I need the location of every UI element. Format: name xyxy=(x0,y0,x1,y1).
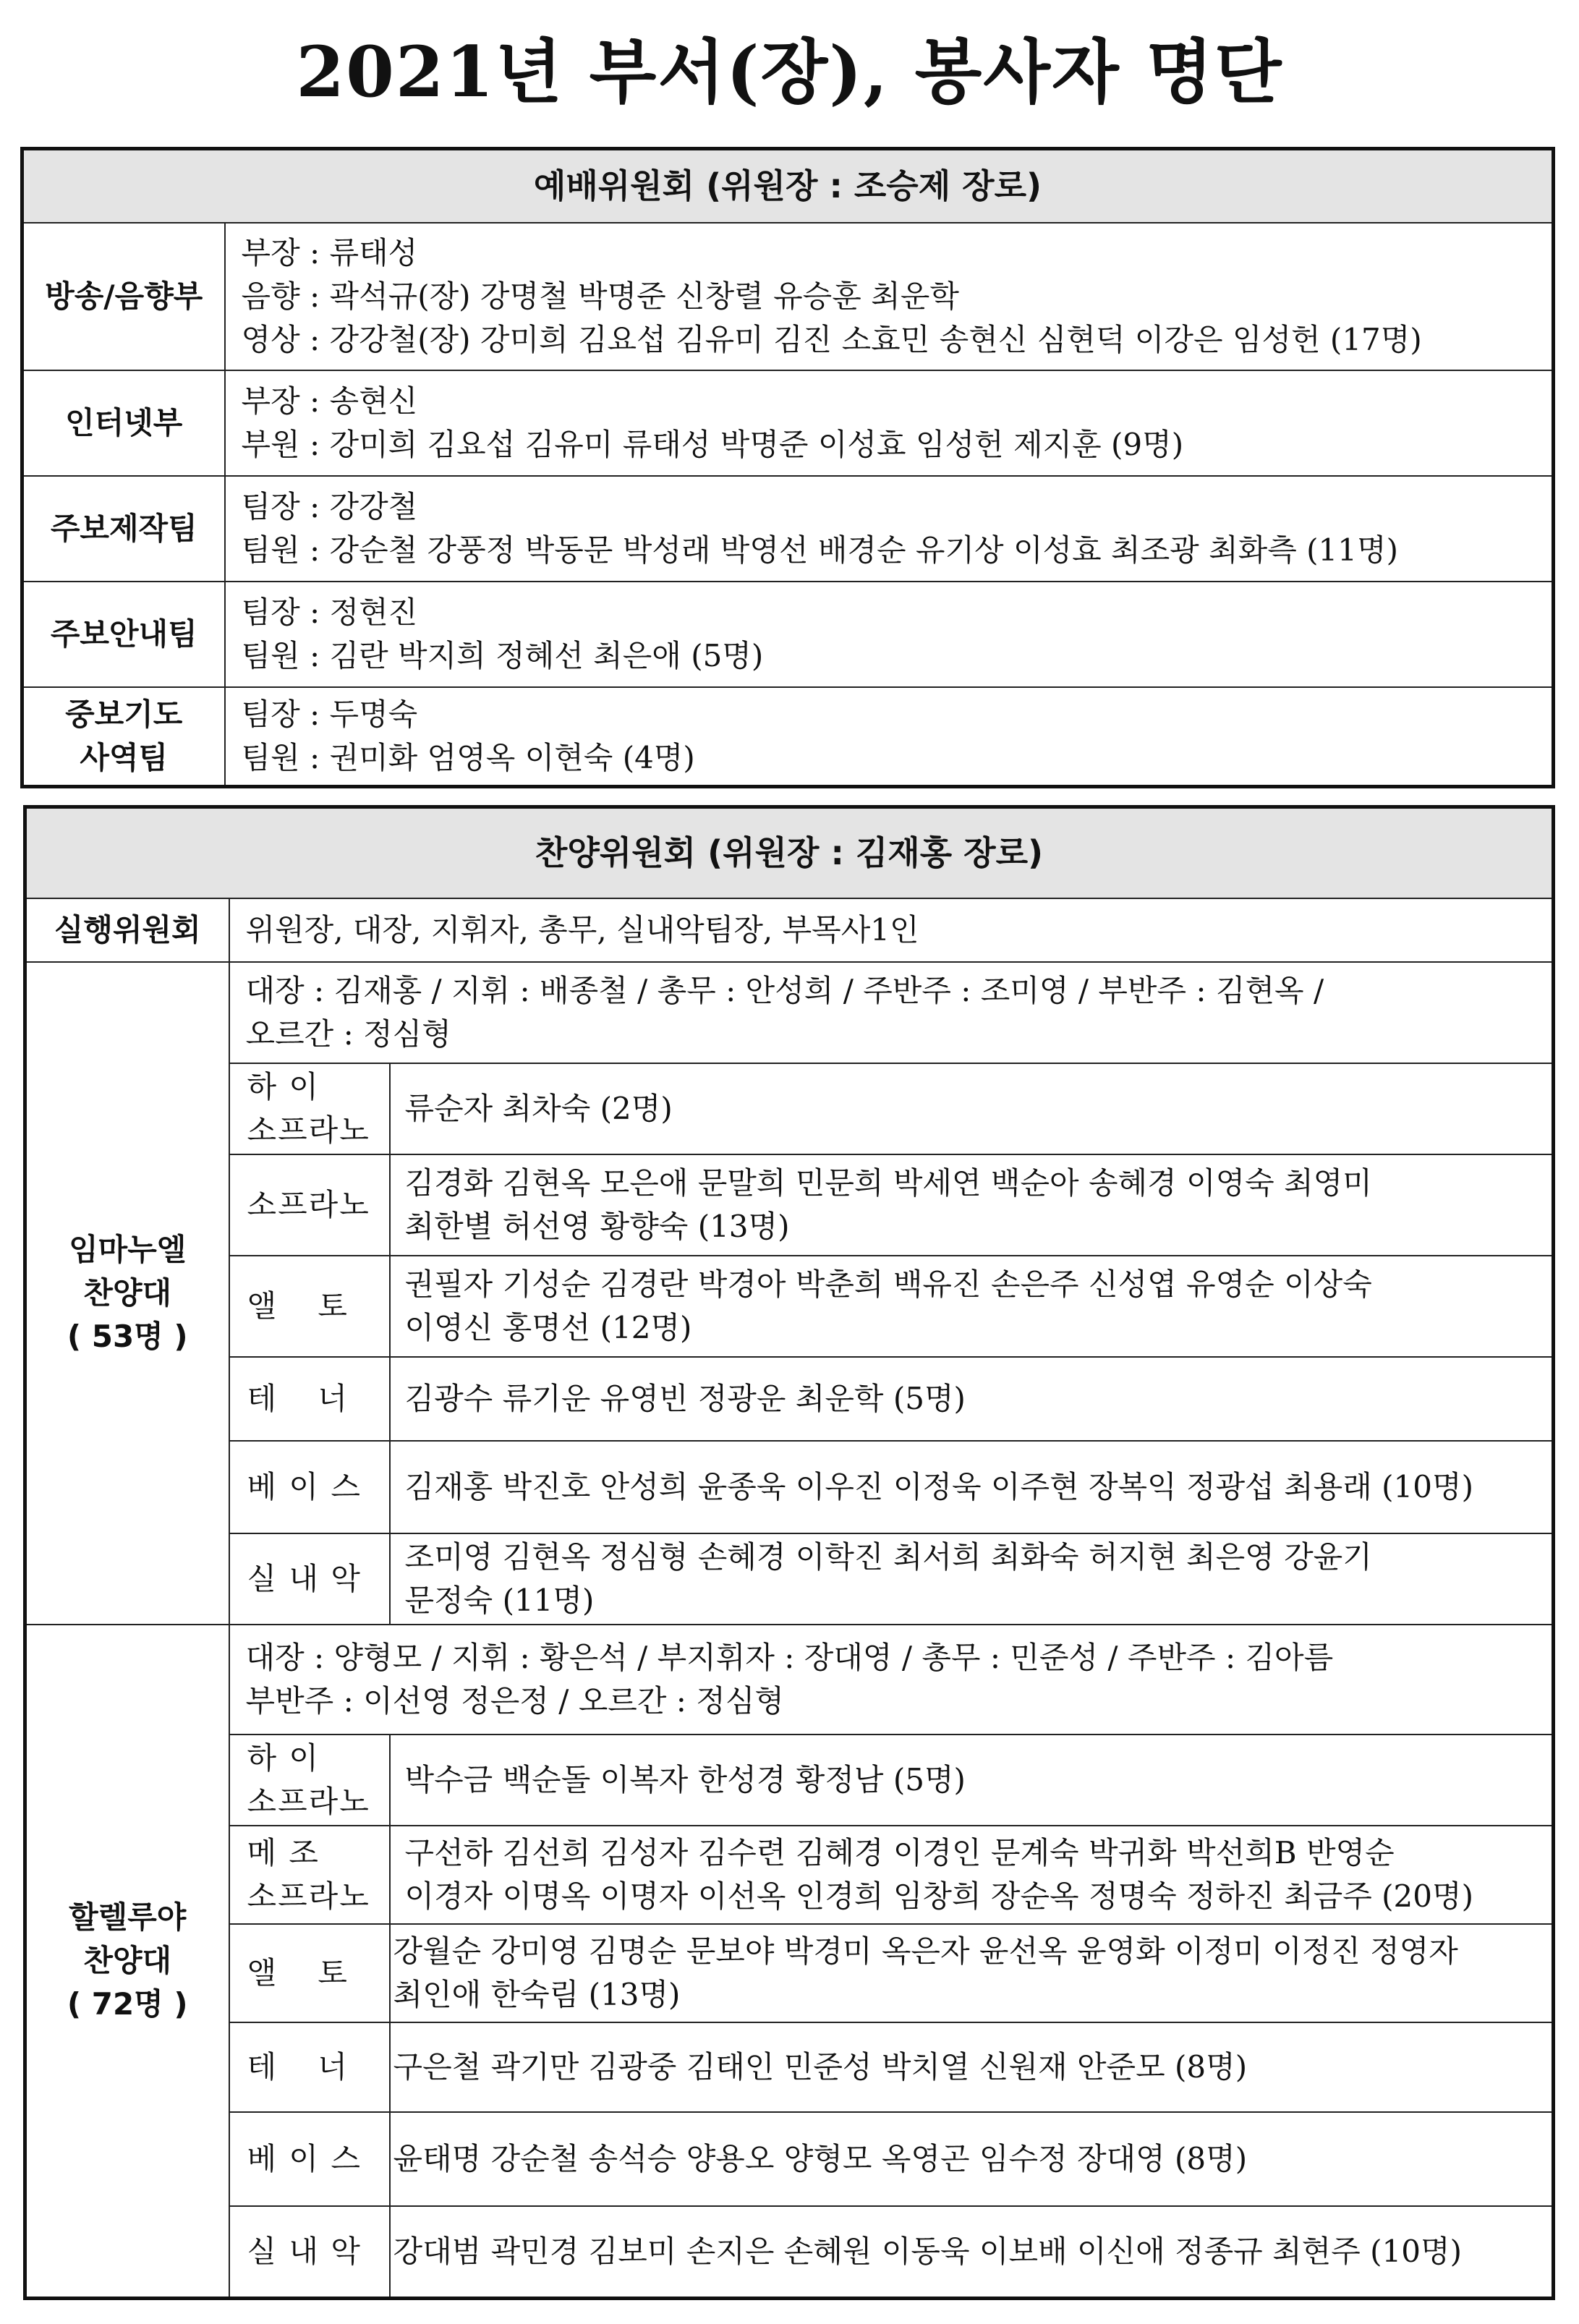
part-row xyxy=(25,1924,1554,2022)
dept-name: 방송/음향부 xyxy=(22,223,225,370)
member-line: 강대범 곽민경 김보미 손지은 손혜원 이동욱 이보배 이신애 정종규 최현주 (10명) xyxy=(393,2233,1462,2269)
member-line: 최한별 허선영 황향숙 (13명) xyxy=(404,1208,790,1244)
worship-committee-table xyxy=(20,147,1555,788)
choir-name-immanuel xyxy=(25,962,229,1625)
dept-name: 주보제작팀 xyxy=(22,476,225,582)
part-label-line: 하 이 xyxy=(247,1740,320,1776)
part-row xyxy=(25,1826,1554,1924)
member-line: 이영신 홍명선 (12명) xyxy=(404,1309,692,1345)
member-line: 문정숙 (11명) xyxy=(404,1582,595,1618)
praise-committee-header: 찬양위원회 (위원장 : 김재홍 장로) xyxy=(25,807,1554,898)
choir-count: ( 72명 ) xyxy=(67,1985,188,2022)
part-label: 테 너 xyxy=(229,1357,390,1441)
part-row xyxy=(25,1533,1554,1625)
choir-name-line: 임마누엘 xyxy=(69,1231,187,1267)
choir-name-hallelujah xyxy=(25,1625,229,2299)
member-line: 팀장 : 두명숙 xyxy=(241,696,418,732)
choir-name-line: 찬양대 xyxy=(83,1274,172,1311)
dept-row xyxy=(22,223,1554,370)
part-members xyxy=(390,1924,1554,2022)
member-line: 영상 : 강강철(장) 강미희 김요섭 김유미 김진 소효민 송현신 심현덕 이강은 임성헌 (17명) xyxy=(241,321,1422,357)
part-members xyxy=(390,1441,1554,1533)
dept-members xyxy=(225,223,1554,370)
part-row xyxy=(25,1357,1554,1441)
member-line: 김재홍 박진호 안성희 윤종욱 이우진 이정욱 이주현 장복익 정광섭 최용래 (10명) xyxy=(404,1468,1473,1504)
part-row xyxy=(25,1735,1554,1826)
part-label xyxy=(229,1063,390,1154)
part-label: 테 너 xyxy=(229,2022,390,2112)
member-line: 음향 : 곽석규(장) 강명철 박명준 신창렬 유승훈 최운학 xyxy=(241,278,959,314)
member-line: 부원 : 강미희 김요섭 김유미 류태성 박명준 이성효 임성헌 제지훈 (9명) xyxy=(241,426,1184,462)
praise-committee-table xyxy=(23,805,1555,2300)
dept-name xyxy=(22,687,225,787)
dept-members xyxy=(225,476,1554,582)
part-label-line: 소프라노 xyxy=(247,1112,370,1148)
dept-members xyxy=(225,370,1554,476)
member-line: 팀원 : 강순철 강풍정 박동문 박성래 박영선 배경순 유기상 이성효 최조광 최화측 (11명) xyxy=(241,532,1398,568)
member-line: 팀장 : 정현진 xyxy=(241,594,418,630)
choir-count: ( 53명 ) xyxy=(67,1318,188,1354)
dept-row xyxy=(22,687,1554,787)
member-line: 박수금 백순돌 이복자 한성경 황정남 (5명) xyxy=(404,1761,966,1797)
part-row xyxy=(25,1063,1554,1154)
dept-members xyxy=(225,687,1554,787)
part-members xyxy=(390,1533,1554,1625)
member-line: 팀장 : 강강철 xyxy=(241,488,418,524)
member-line: 조미영 김현옥 정심형 손혜경 이학진 최서희 최화숙 허지현 최은영 강윤기 xyxy=(404,1538,1372,1575)
part-label: 베 이 스 xyxy=(229,1441,390,1533)
leader-line: 오르간 : 정심형 xyxy=(245,1016,451,1052)
part-label: 앨 토 xyxy=(229,1256,390,1357)
dept-row xyxy=(22,370,1554,476)
leader-line: 대장 : 양형모 / 지휘 : 황은석 / 부지휘자 : 장대영 / 총무 : 민준성 / 주반주 : 김아름 xyxy=(245,1639,1334,1675)
member-line: 김경화 김현옥 모은애 문말희 민문희 박세연 백순아 송혜경 이영숙 최영미 xyxy=(404,1165,1372,1201)
member-line: 부장 : 송현신 xyxy=(241,383,418,419)
part-label: 소프라노 xyxy=(229,1154,390,1256)
part-members xyxy=(390,2022,1554,2112)
part-members xyxy=(390,1357,1554,1441)
choir-leaders xyxy=(229,962,1554,1063)
member-line: 김광수 류기운 유영빈 정광운 최운학 (5명) xyxy=(404,1380,966,1416)
dept-name: 주보안내팀 xyxy=(22,582,225,687)
part-label: 베 이 스 xyxy=(229,2112,390,2206)
exec-committee-name: 실행위원회 xyxy=(25,898,229,962)
part-label xyxy=(229,1826,390,1924)
exec-committee-members: 위원장, 대장, 지휘자, 총무, 실내악팀장, 부목사1인 xyxy=(229,898,1554,962)
page-title: 2021년 부서(장), 봉사자 명단 xyxy=(296,31,1283,113)
member-line: 윤태명 강순철 송석승 양용오 양형모 옥영곤 임수정 장대영 (8명) xyxy=(393,2140,1248,2176)
member-line: 팀원 : 김란 박지희 정혜선 최은애 (5명) xyxy=(241,637,764,673)
part-row xyxy=(25,1441,1554,1533)
part-label: 실 내 악 xyxy=(229,1533,390,1625)
choir-name-line: 할렐루야 xyxy=(69,1899,187,1935)
part-members xyxy=(390,1063,1554,1154)
part-row xyxy=(25,1256,1554,1357)
part-label-line: 소프라노 xyxy=(247,1878,370,1914)
part-row xyxy=(25,2112,1554,2206)
member-line: 팀원 : 권미화 엄영옥 이현숙 (4명) xyxy=(241,739,695,775)
choir-leaders xyxy=(229,1625,1554,1735)
part-members xyxy=(390,1826,1554,1924)
dept-row xyxy=(22,582,1554,687)
member-line: 류순자 최차숙 (2명) xyxy=(404,1090,673,1126)
exec-row xyxy=(25,898,1554,962)
member-line: 권필자 기성순 김경란 박경아 박춘희 백유진 손은주 신성엽 유영순 이상숙 xyxy=(404,1266,1372,1302)
part-members xyxy=(390,1256,1554,1357)
part-label: 실 내 악 xyxy=(229,2206,390,2299)
part-row xyxy=(25,1154,1554,1256)
part-row xyxy=(25,2206,1554,2299)
choir-name-line: 찬양대 xyxy=(83,1942,172,1978)
member-line: 최인애 한숙림 (13명) xyxy=(393,1976,681,2012)
part-label: 앨 토 xyxy=(229,1924,390,2022)
dept-row xyxy=(22,476,1554,582)
dept-name-line: 사역팀 xyxy=(80,739,169,775)
part-row xyxy=(25,2022,1554,2112)
part-label-line: 소프라노 xyxy=(247,1783,370,1819)
part-members xyxy=(390,1735,1554,1826)
member-line: 구선하 김선희 김성자 김수련 김혜경 이경인 문계숙 박귀화 박선희B 반영순 xyxy=(404,1834,1395,1870)
member-line: 부장 : 류태성 xyxy=(241,234,418,271)
worship-committee-header: 예배위원회 (위원장 : 조승제 장로) xyxy=(22,149,1554,223)
dept-name: 인터넷부 xyxy=(22,370,225,476)
part-members xyxy=(390,2206,1554,2299)
dept-members xyxy=(225,582,1554,687)
part-members xyxy=(390,2112,1554,2206)
leader-line: 대장 : 김재홍 / 지휘 : 배종철 / 총무 : 안성희 / 주반주 : 조미영 / 부반주 : 김현옥 / xyxy=(245,972,1324,1008)
part-label xyxy=(229,1735,390,1826)
part-label-line: 하 이 xyxy=(247,1068,320,1104)
member-line: 이경자 이명옥 이명자 이선옥 인경희 임창희 장순옥 정명숙 정하진 최금주 (20명) xyxy=(404,1878,1473,1914)
part-label-line: 메 조 xyxy=(247,1834,320,1870)
dept-name-line: 중보기도 xyxy=(65,696,183,732)
part-members xyxy=(390,1154,1554,1256)
member-line: 구은철 곽기만 김광중 김태인 민준성 박치열 신원재 안준모 (8명) xyxy=(393,2048,1248,2085)
member-line: 강월순 강미영 김명순 문보야 박경미 옥은자 윤선옥 윤영화 이정미 이정진 정영자 xyxy=(393,1933,1458,1969)
leader-line: 부반주 : 이선영 정은정 / 오르간 : 정심형 xyxy=(245,1682,784,1719)
